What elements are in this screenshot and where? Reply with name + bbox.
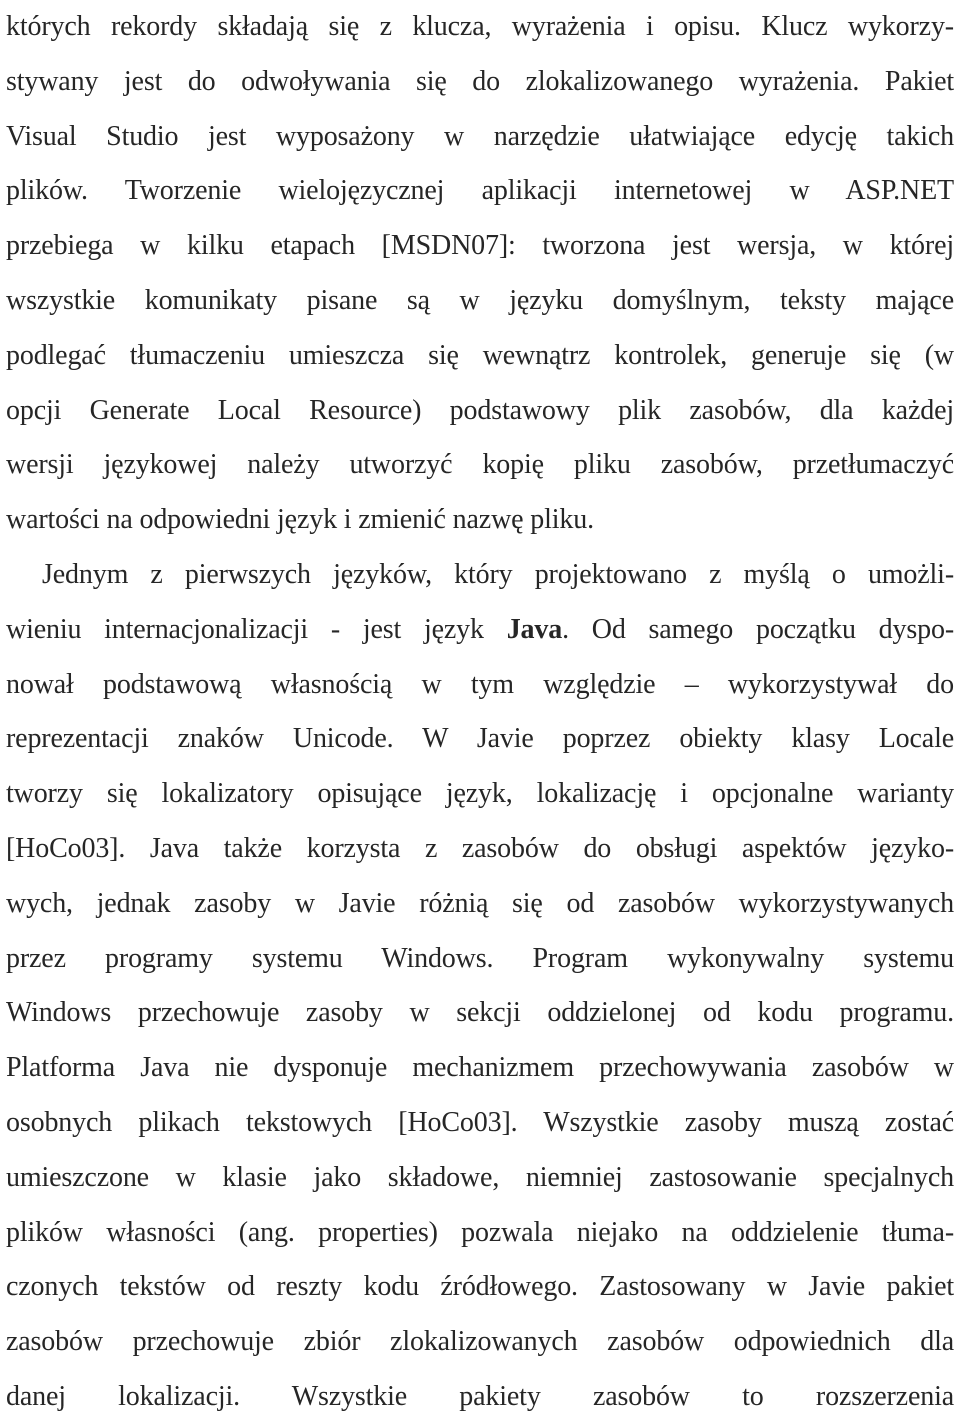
text-line: wartości na odpowiedni język i zmienić nazwę pliku. [6,504,594,536]
text-fragment: . Od samego początku dyspo- [562,613,954,645]
text-line: opcji Generate Local Resource) podstawowy plik zasobów, dla każdej [6,394,954,426]
paragraph-1 [6,0,954,548]
text-line: Jednym z pierwszych języków, który projektowano z myślą o umożli- [42,558,954,590]
text-line: wersji językowej należy utworzyć kopię pliku zasobów, przetłumaczyć [6,449,954,481]
text-line: stywany jest do odwoływania się do zlokalizowanego wyrażenia. Pakiet [6,65,954,97]
text-line: reprezentacji znaków Unicode. W Javie poprzez obiekty klasy Locale [6,723,954,755]
text-line: podlegać tłumaczeniu umieszcza się wewnątrz kontrolek, generuje się (w [6,339,954,371]
text-line: wych, jednak zasoby w Javie różnią się od zasobów wykorzystywanych [6,887,954,919]
text-line: tworzy się lokalizatory opisujące język, lokalizację i opcjonalne warianty [6,778,954,810]
text-line: plików. Tworzenie wielojęzycznej aplikacji internetowej w ASP.NET [6,175,954,207]
text-line: Platforma Java nie dysponuje mechanizmem przechowywania zasobów w [6,1052,954,1084]
text-line: [HoCo03]. Java także korzysta z zasobów do obsługi aspektów języko- [6,832,954,864]
emphasized-term: Java [506,613,563,645]
text-line: przebiega w kilku etapach [MSDN07]: tworzona jest wersja, w której [6,230,954,262]
text-line: Visual Studio jest wyposażony w narzędzie ułatwiające edycję takich [6,120,954,152]
text-line: nował podstawową własnością w tym względzie – wykorzystywał do [6,668,954,700]
text-fragment: wieniu internacjonalizacji - jest język [6,613,507,645]
text-line: wszystkie komunikaty pisane są w języku domyślnym, teksty mające [6,284,954,316]
text-line: plików własności (ang. properties) pozwala niejako na oddzielenie tłuma- [6,1216,954,1248]
text-line: przez programy systemu Windows. Program wykonywalny systemu [6,942,954,974]
text-line: osobnych plikach tekstowych [HoCo03]. Wszystkie zasoby muszą zostać [6,1106,954,1138]
document-page [6,0,954,1425]
text-line: umieszczone w klasie jako składowe, niemniej zastosowanie specjalnych [6,1161,954,1193]
text-line: których rekordy składają się z klucza, wyrażenia i opisu. Klucz wykorzy- [6,11,954,42]
paragraph-2 [6,548,954,1425]
text-line [6,603,954,658]
text-line: czonych tekstów od reszty kodu źródłowego. Zastosowany w Javie pakiet [6,1271,954,1303]
text-line: zasobów przechowuje zbiór zlokalizowanych zasobów odpowiednich dla [6,1326,954,1358]
text-line: Windows przechowuje zasoby w sekcji oddzielonej od kodu programu. [6,997,954,1029]
text-line: danej lokalizacji. Wszystkie pakiety zasobów to rozszerzenia [6,1380,954,1412]
